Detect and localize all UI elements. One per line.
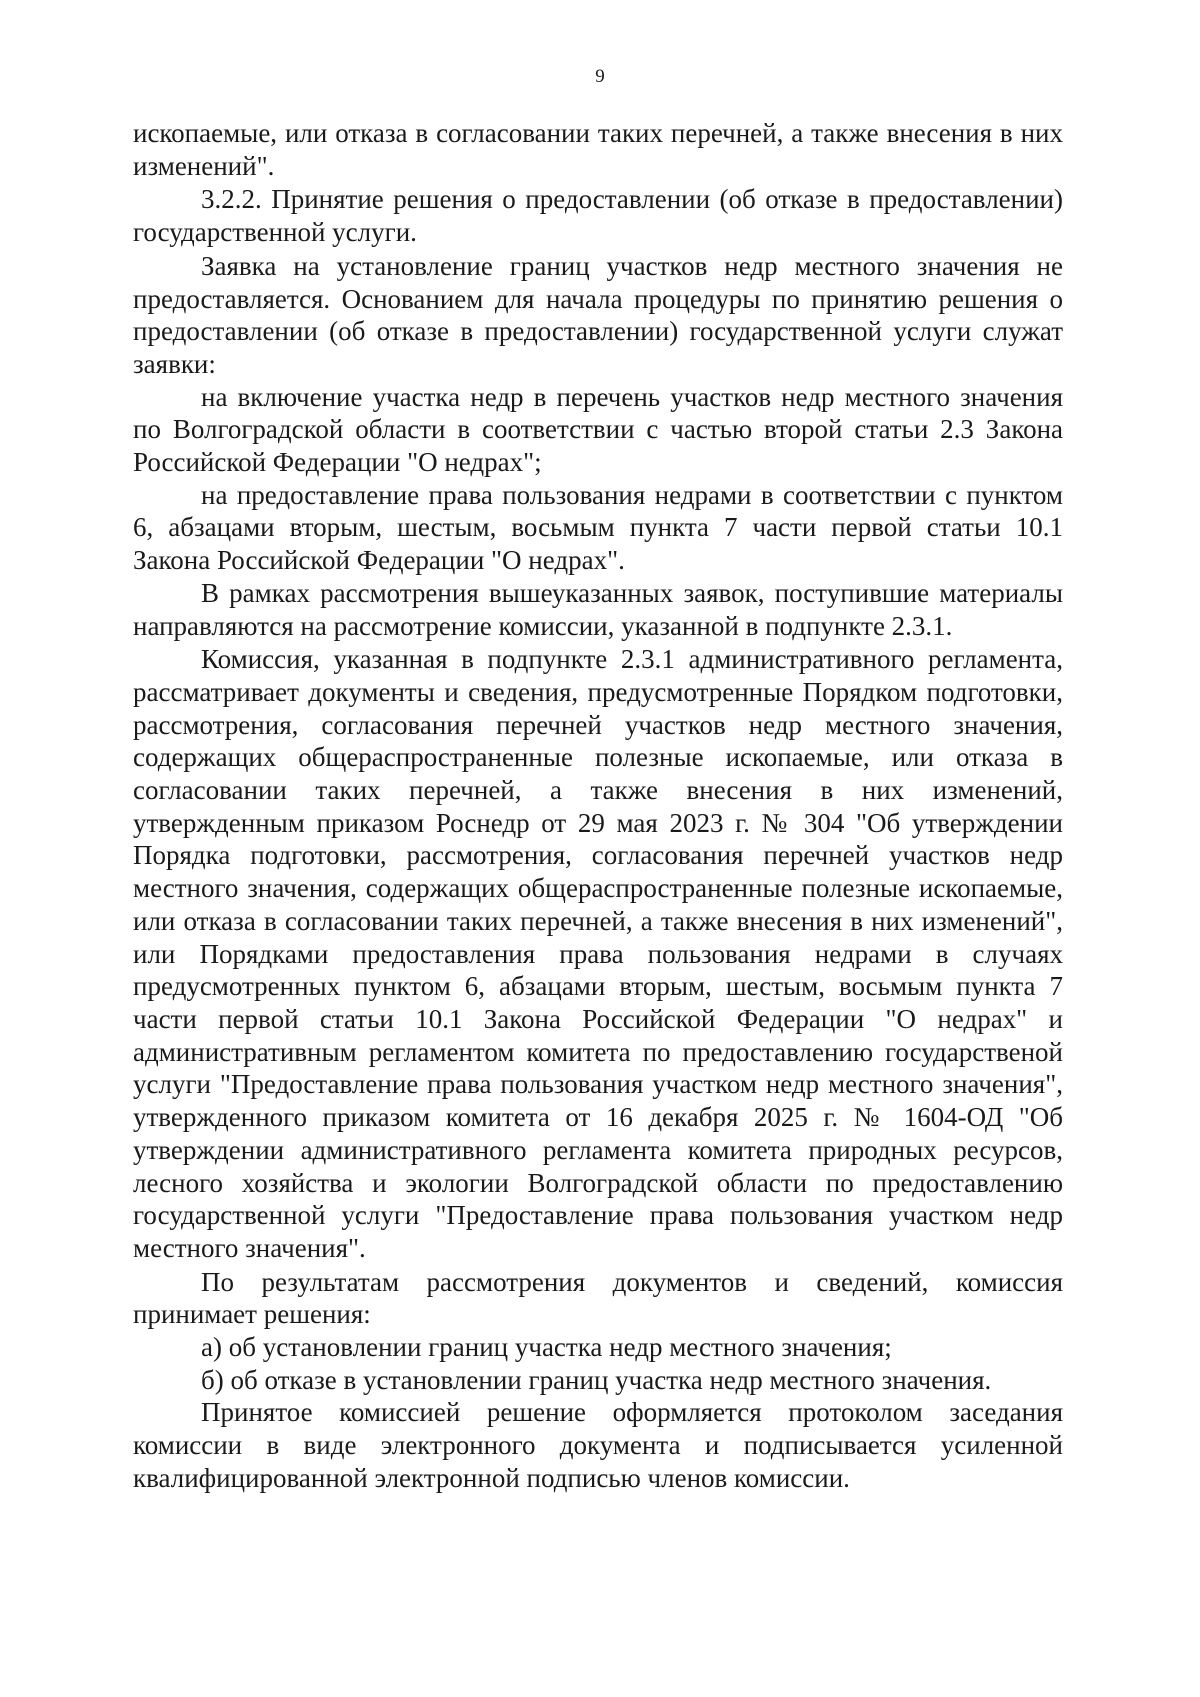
paragraph-materials-review: В рамках рассмотрения вышеуказанных заявок, поступившие материалы направляются на рассмотрение комиссии, указанной в подпункте 2.3.1.	[133, 577, 1063, 641]
paragraph-inclusion-application: на включение участка недр в перечень участков недр местного значения по Волгоградской области в соответствии с частью второй статьи 2.3 Закона Российской Федерации "О недрах";	[133, 381, 1063, 478]
paragraph-commission-review: Комиссия, указанная в подпункте 2.3.1 административного регламента, рассматривает документы и сведения, предусмотренные Порядком подготовки, рассмотрения, согласования перечней участков недр местного значения, содержащих общераспространенные полезные ископаемые, или отказа в согласовании таких перечней, а также внесения в них изменений, утвержденным приказом Роснедр от 29 мая 2023 г. № 304 "Об утверждении Порядка подготовки, рассмотрения, согласования перечней участков недр местного значения, содержащих общераспространенные полезные ископаемые, или отказа в согласовании таких перечней, а также внесения в них изменений", или Порядками предоставления права пользования недрами в случаях предусмотренных пунктом 6, абзацами вторым, шестым, восьмым пункта 7 части первой статьи 10.1 Закона Российской Федерации "О недрах" и административным регламентом комитета по предоставлению государственой услуги "Предоставление права пользования участком недр местного значения", утвержденного приказом комитета от 16 декабря 2025 г. № 1604-ОД "Об утверждении административного регламента комитета природных ресурсов, лесного хозяйства и экологии Волгоградской области по предоставлению государственной услуги "Предоставление права пользования участком недр местного значения".	[133, 644, 1063, 1263]
paragraph-right-of-use-application: на предоставление права пользования недрами в соответствии с пунктом 6, абзацами вторым, шестым, восьмым пункта 7 части первой статьи 10.1 Закона Российской Федерации "О недрах".	[133, 479, 1063, 576]
paragraph-decisions-intro: По результатам рассмотрения документов и сведений, комиссия принимает решения:	[133, 1266, 1063, 1330]
document-body	[133, 117, 1063, 1495]
paragraph-continuation: ископаемые, или отказа в согласовании таких перечней, а также внесения в них изменений".	[133, 118, 1063, 181]
paragraph-application-basis: Заявка на установление границ участков недр местного значения не предоставляется. Основанием для начала процедуры по принятию решения о предоставлении (об отказе в предоставлении) государственной услуги служат заявки:	[133, 250, 1063, 379]
page-number: 9	[595, 66, 605, 87]
paragraph-protocol: Принятое комиссией решение оформляется протоколом заседания комиссии в виде электронного документа и подписывается усиленной квалифицированной электронной подписью членов комиссии.	[133, 1397, 1063, 1493]
list-item-a: а) об установлении границ участка недр местного значения;	[201, 1332, 892, 1363]
list-item-b: б) об отказе в установлении границ участка недр местного значения.	[201, 1364, 992, 1395]
paragraph-section-3-2-2: 3.2.2. Принятие решения о предоставлении (об отказе в предоставлении) государственной услуги.	[133, 184, 1063, 248]
